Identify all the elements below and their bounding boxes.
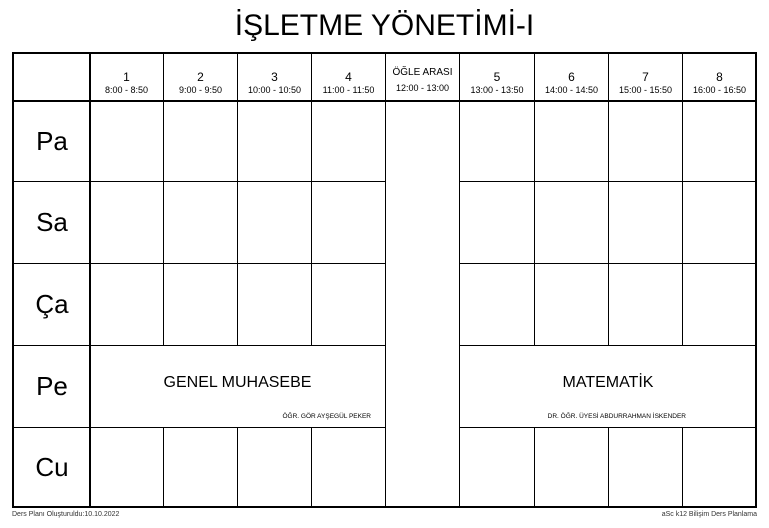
period-time: 15:00 - 15:50 xyxy=(618,85,673,95)
period-header-2 xyxy=(164,54,238,101)
period-number: 6 xyxy=(568,70,575,84)
timetable-cell xyxy=(535,182,609,264)
period-time: 14:00 - 14:50 xyxy=(544,85,599,95)
period-header-7 xyxy=(535,54,609,101)
period-time: 8:00 - 8:50 xyxy=(104,85,149,95)
day-column-divider xyxy=(89,54,91,506)
day-label: Cu xyxy=(14,428,90,508)
lesson-subject: GENEL MUHASEBE xyxy=(163,374,312,391)
lesson-block-matematik xyxy=(460,346,757,428)
timetable-cell xyxy=(90,264,164,346)
period-number: 8 xyxy=(716,70,723,84)
lesson-block-genel-muhasebe xyxy=(90,346,386,428)
header-divider xyxy=(14,100,755,102)
timetable-cell xyxy=(460,102,535,182)
timetable-cell xyxy=(312,182,386,264)
timetable-cell xyxy=(90,428,164,508)
footer-created-date: Ders Planı Oluşturuldu:10.10.2022 xyxy=(12,511,120,518)
timetable-cell xyxy=(238,264,312,346)
day-label: Ça xyxy=(14,264,90,346)
day-label: Pe xyxy=(14,346,90,428)
timetable-cell xyxy=(164,182,238,264)
period-number: 7 xyxy=(642,70,649,84)
timetable-cell xyxy=(164,264,238,346)
period-number: 3 xyxy=(271,70,278,84)
period-header-6 xyxy=(460,54,535,101)
timetable-cell xyxy=(238,182,312,264)
lesson-subject: MATEMATİK xyxy=(562,374,654,391)
period-time: 11:00 - 11:50 xyxy=(322,85,375,95)
timetable-cell xyxy=(535,428,609,508)
timetable-cell xyxy=(312,428,386,508)
timetable-cell xyxy=(683,182,757,264)
period-number: 1 xyxy=(123,70,130,84)
footer-software: aSc k12 Bilişim Ders Planlama xyxy=(661,511,757,518)
timetable-cell xyxy=(535,264,609,346)
timetable-cell xyxy=(609,428,683,508)
timetable-cell xyxy=(683,102,757,182)
day-label: Sa xyxy=(14,182,90,264)
period-number: 5 xyxy=(493,70,501,84)
timetable-cell xyxy=(164,428,238,508)
timetable-cell xyxy=(238,102,312,182)
timetable-cell xyxy=(609,264,683,346)
lesson-teacher: ÖĞR. GÖR AYŞEGÜL PEKER xyxy=(282,413,371,420)
timetable-cell xyxy=(90,182,164,264)
period-header-5 xyxy=(386,54,460,101)
period-time: 10:00 - 10:50 xyxy=(247,85,302,95)
timetable-cell xyxy=(238,428,312,508)
page-title: İŞLETME YÖNETİMİ-I xyxy=(234,9,535,42)
period-header-4 xyxy=(312,54,386,101)
timetable-cell xyxy=(609,102,683,182)
timetable-cell xyxy=(609,182,683,264)
period-number: 2 xyxy=(197,70,204,84)
period-header-3 xyxy=(238,54,312,101)
timetable-cell xyxy=(460,264,535,346)
timetable-cell xyxy=(460,428,535,508)
timetable-cell xyxy=(90,102,164,182)
timetable-cell xyxy=(312,264,386,346)
timetable-cell xyxy=(535,102,609,182)
period-time: 12:00 - 13:00 xyxy=(395,83,450,93)
timetable-cell xyxy=(164,102,238,182)
period-time: 16:00 - 16:50 xyxy=(692,85,747,95)
period-number: 4 xyxy=(345,70,352,84)
period-time: 9:00 - 9:50 xyxy=(178,85,223,95)
timetable-cell xyxy=(312,102,386,182)
period-header-1 xyxy=(90,54,164,101)
day-label: Pa xyxy=(14,102,90,182)
lunch-break-column xyxy=(386,102,460,508)
timetable-cell xyxy=(460,182,535,264)
period-header-8 xyxy=(609,54,683,101)
lesson-teacher: DR. ÖĞR. ÜYESİ ABDURRAHMAN İSKENDER xyxy=(547,413,686,420)
timetable-cell xyxy=(683,428,757,508)
period-time: 13:00 - 13:50 xyxy=(470,85,524,95)
timetable-cell xyxy=(683,264,757,346)
timetable-grid xyxy=(12,52,757,508)
period-header-9 xyxy=(683,54,757,101)
period-number: ÖĞLE ARASI xyxy=(392,67,453,78)
